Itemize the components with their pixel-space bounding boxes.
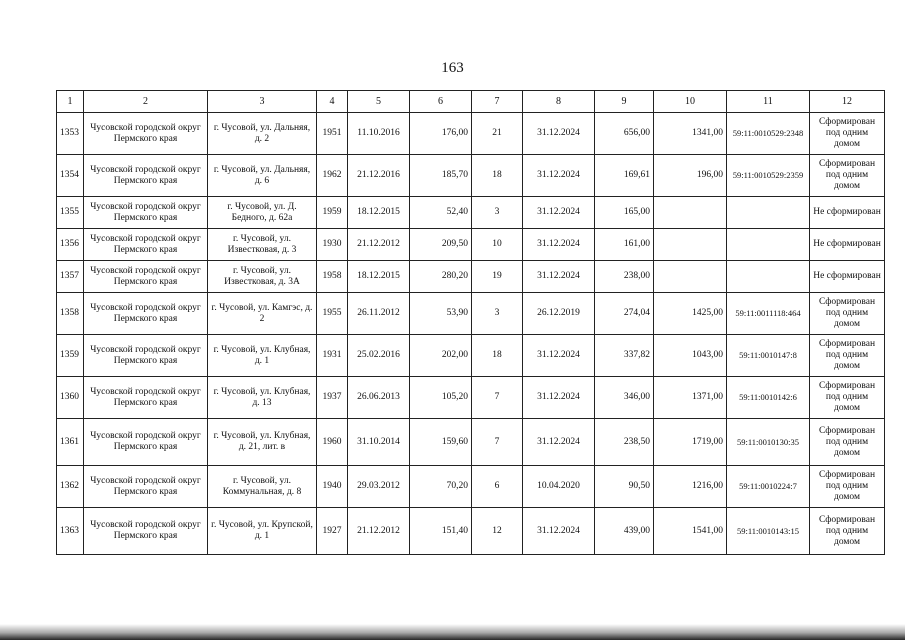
cell-area-2: 90,50 <box>595 466 654 508</box>
cell-year: 1959 <box>317 197 348 229</box>
cell-cadastral-number: 59:11:0010224:7 <box>727 466 810 508</box>
cell-municipality: Чусовской городской округ Пермского края <box>84 335 208 377</box>
cell-area-2: 439,00 <box>595 508 654 555</box>
cell-municipality: Чусовской городской округ Пермского края <box>84 197 208 229</box>
cell-year: 1962 <box>317 155 348 197</box>
cell-residents-count: 12 <box>472 508 523 555</box>
cell-resettlement-date: 31.12.2024 <box>523 335 595 377</box>
cell-land-area <box>654 261 727 293</box>
cell-land-area <box>654 197 727 229</box>
cell-residents-count: 19 <box>472 261 523 293</box>
cell-land-area: 1719,00 <box>654 419 727 466</box>
cell-residents-count: 18 <box>472 335 523 377</box>
cell-area-2: 337,82 <box>595 335 654 377</box>
cell-record-number: 1363 <box>57 508 84 555</box>
cell-area: 105,20 <box>410 377 472 419</box>
cell-municipality: Чусовской городской округ Пермского края <box>84 261 208 293</box>
table-row <box>57 113 885 155</box>
column-header: 5 <box>348 91 410 113</box>
cell-cadastral-number: 59:11:0010147:8 <box>727 335 810 377</box>
table-row <box>57 335 885 377</box>
cell-year: 1960 <box>317 419 348 466</box>
cell-residents-count: 3 <box>472 197 523 229</box>
cell-record-number: 1361 <box>57 419 84 466</box>
cell-record-number: 1354 <box>57 155 84 197</box>
housing-registry-table <box>56 90 885 555</box>
cell-recognition-date: 21.12.2016 <box>348 155 410 197</box>
table-row <box>57 229 885 261</box>
cell-area-2: 274,04 <box>595 293 654 335</box>
cell-land-status: Сформирован под одним домом <box>810 377 885 419</box>
cell-address: г. Чусовой, ул. Дальняя, д. 6 <box>208 155 317 197</box>
cell-recognition-date: 26.06.2013 <box>348 377 410 419</box>
cell-area: 209,50 <box>410 229 472 261</box>
cell-land-area: 1425,00 <box>654 293 727 335</box>
cell-area: 53,90 <box>410 293 472 335</box>
cell-record-number: 1362 <box>57 466 84 508</box>
cell-municipality: Чусовской городской округ Пермского края <box>84 508 208 555</box>
cell-recognition-date: 26.11.2012 <box>348 293 410 335</box>
cell-land-status: Сформирован под одним домом <box>810 508 885 555</box>
cell-municipality: Чусовской городской округ Пермского края <box>84 229 208 261</box>
cell-year: 1955 <box>317 293 348 335</box>
column-header: 4 <box>317 91 348 113</box>
cell-resettlement-date: 31.12.2024 <box>523 377 595 419</box>
cell-area: 202,00 <box>410 335 472 377</box>
cell-address: г. Чусовой, ул. Д. Бедного, д. 62а <box>208 197 317 229</box>
cell-land-status: Сформирован под одним домом <box>810 293 885 335</box>
cell-record-number: 1359 <box>57 335 84 377</box>
cell-municipality: Чусовской городской округ Пермского края <box>84 466 208 508</box>
cell-municipality: Чусовской городской округ Пермского края <box>84 155 208 197</box>
cell-record-number: 1357 <box>57 261 84 293</box>
cell-recognition-date: 21.12.2012 <box>348 229 410 261</box>
cell-land-status: Не сформирован <box>810 261 885 293</box>
scan-edge-shadow <box>0 624 905 640</box>
column-header: 2 <box>84 91 208 113</box>
cell-year: 1951 <box>317 113 348 155</box>
cell-area-2: 165,00 <box>595 197 654 229</box>
cell-resettlement-date: 31.12.2024 <box>523 261 595 293</box>
cell-cadastral-number: 59:11:0011118:464 <box>727 293 810 335</box>
cell-cadastral-number: 59:11:0010130:35 <box>727 419 810 466</box>
cell-record-number: 1355 <box>57 197 84 229</box>
cell-resettlement-date: 26.12.2019 <box>523 293 595 335</box>
cell-area: 159,60 <box>410 419 472 466</box>
cell-area-2: 346,00 <box>595 377 654 419</box>
cell-land-status: Не сформирован <box>810 229 885 261</box>
cell-residents-count: 10 <box>472 229 523 261</box>
cell-land-status: Сформирован под одним домом <box>810 466 885 508</box>
table-body <box>57 113 885 555</box>
column-header: 8 <box>523 91 595 113</box>
header-row <box>57 91 885 113</box>
column-header: 11 <box>727 91 810 113</box>
cell-recognition-date: 18.12.2015 <box>348 197 410 229</box>
cell-area: 52,40 <box>410 197 472 229</box>
cell-address: г. Чусовой, ул. Камгэс, д. 2 <box>208 293 317 335</box>
cell-area-2: 161,00 <box>595 229 654 261</box>
cell-address: г. Чусовой, ул. Крупской, д. 1 <box>208 508 317 555</box>
cell-year: 1931 <box>317 335 348 377</box>
cell-land-area: 1541,00 <box>654 508 727 555</box>
cell-municipality: Чусовской городской округ Пермского края <box>84 113 208 155</box>
cell-cadastral-number <box>727 229 810 261</box>
cell-area: 185,70 <box>410 155 472 197</box>
cell-resettlement-date: 31.12.2024 <box>523 113 595 155</box>
cell-land-status: Не сформирован <box>810 197 885 229</box>
cell-recognition-date: 25.02.2016 <box>348 335 410 377</box>
cell-resettlement-date: 10.04.2020 <box>523 466 595 508</box>
cell-land-status: Сформирован под одним домом <box>810 113 885 155</box>
cell-residents-count: 3 <box>472 293 523 335</box>
cell-year: 1940 <box>317 466 348 508</box>
cell-land-area: 1341,00 <box>654 113 727 155</box>
cell-residents-count: 21 <box>472 113 523 155</box>
column-header: 9 <box>595 91 654 113</box>
cell-land-status: Сформирован под одним домом <box>810 335 885 377</box>
cell-municipality: Чусовской городской округ Пермского края <box>84 419 208 466</box>
table-row <box>57 508 885 555</box>
cell-cadastral-number: 59:11:0010529:2359 <box>727 155 810 197</box>
cell-cadastral-number <box>727 261 810 293</box>
table-row <box>57 293 885 335</box>
cell-resettlement-date: 31.12.2024 <box>523 197 595 229</box>
cell-address: г. Чусовой, ул. Известковая, д. 3А <box>208 261 317 293</box>
cell-address: г. Чусовой, ул. Известковая, д. 3 <box>208 229 317 261</box>
table-row <box>57 377 885 419</box>
column-header: 3 <box>208 91 317 113</box>
table-row <box>57 261 885 293</box>
cell-year: 1958 <box>317 261 348 293</box>
column-header: 7 <box>472 91 523 113</box>
cell-land-area: 1371,00 <box>654 377 727 419</box>
cell-area: 70,20 <box>410 466 472 508</box>
cell-residents-count: 18 <box>472 155 523 197</box>
column-header: 12 <box>810 91 885 113</box>
cell-municipality: Чусовской городской округ Пермского края <box>84 377 208 419</box>
column-header: 10 <box>654 91 727 113</box>
cell-record-number: 1360 <box>57 377 84 419</box>
cell-year: 1930 <box>317 229 348 261</box>
cell-residents-count: 6 <box>472 466 523 508</box>
column-header: 6 <box>410 91 472 113</box>
cell-land-status: Сформирован под одним домом <box>810 419 885 466</box>
table-row <box>57 155 885 197</box>
cell-resettlement-date: 31.12.2024 <box>523 419 595 466</box>
cell-resettlement-date: 31.12.2024 <box>523 155 595 197</box>
cell-year: 1927 <box>317 508 348 555</box>
cell-resettlement-date: 31.12.2024 <box>523 229 595 261</box>
cell-municipality: Чусовской городской округ Пермского края <box>84 293 208 335</box>
cell-cadastral-number: 59:11:0010143:15 <box>727 508 810 555</box>
cell-land-area <box>654 229 727 261</box>
cell-address: г. Чусовой, ул. Коммунальная, д. 8 <box>208 466 317 508</box>
cell-recognition-date: 31.10.2014 <box>348 419 410 466</box>
table-row <box>57 419 885 466</box>
page-number: 163 <box>441 60 464 76</box>
cell-area: 151,40 <box>410 508 472 555</box>
cell-area-2: 656,00 <box>595 113 654 155</box>
cell-area-2: 238,50 <box>595 419 654 466</box>
cell-cadastral-number <box>727 197 810 229</box>
cell-record-number: 1353 <box>57 113 84 155</box>
table-row <box>57 197 885 229</box>
cell-address: г. Чусовой, ул. Дальняя, д. 2 <box>208 113 317 155</box>
cell-resettlement-date: 31.12.2024 <box>523 508 595 555</box>
cell-recognition-date: 29.03.2012 <box>348 466 410 508</box>
cell-cadastral-number: 59:11:0010529:2348 <box>727 113 810 155</box>
cell-residents-count: 7 <box>472 377 523 419</box>
cell-cadastral-number: 59:11:0010142:6 <box>727 377 810 419</box>
cell-address: г. Чусовой, ул. Клубная, д. 21, лит. в <box>208 419 317 466</box>
cell-land-area: 196,00 <box>654 155 727 197</box>
cell-area-2: 238,00 <box>595 261 654 293</box>
cell-year: 1937 <box>317 377 348 419</box>
cell-area: 176,00 <box>410 113 472 155</box>
cell-record-number: 1356 <box>57 229 84 261</box>
cell-address: г. Чусовой, ул. Клубная, д. 13 <box>208 377 317 419</box>
cell-record-number: 1358 <box>57 293 84 335</box>
cell-recognition-date: 11.10.2016 <box>348 113 410 155</box>
cell-area: 280,20 <box>410 261 472 293</box>
cell-land-status: Сформирован под одним домом <box>810 155 885 197</box>
cell-area-2: 169,61 <box>595 155 654 197</box>
cell-land-area: 1216,00 <box>654 466 727 508</box>
cell-address: г. Чусовой, ул. Клубная, д. 1 <box>208 335 317 377</box>
table-row <box>57 466 885 508</box>
cell-residents-count: 7 <box>472 419 523 466</box>
column-header: 1 <box>57 91 84 113</box>
cell-land-area: 1043,00 <box>654 335 727 377</box>
cell-recognition-date: 21.12.2012 <box>348 508 410 555</box>
cell-recognition-date: 18.12.2015 <box>348 261 410 293</box>
